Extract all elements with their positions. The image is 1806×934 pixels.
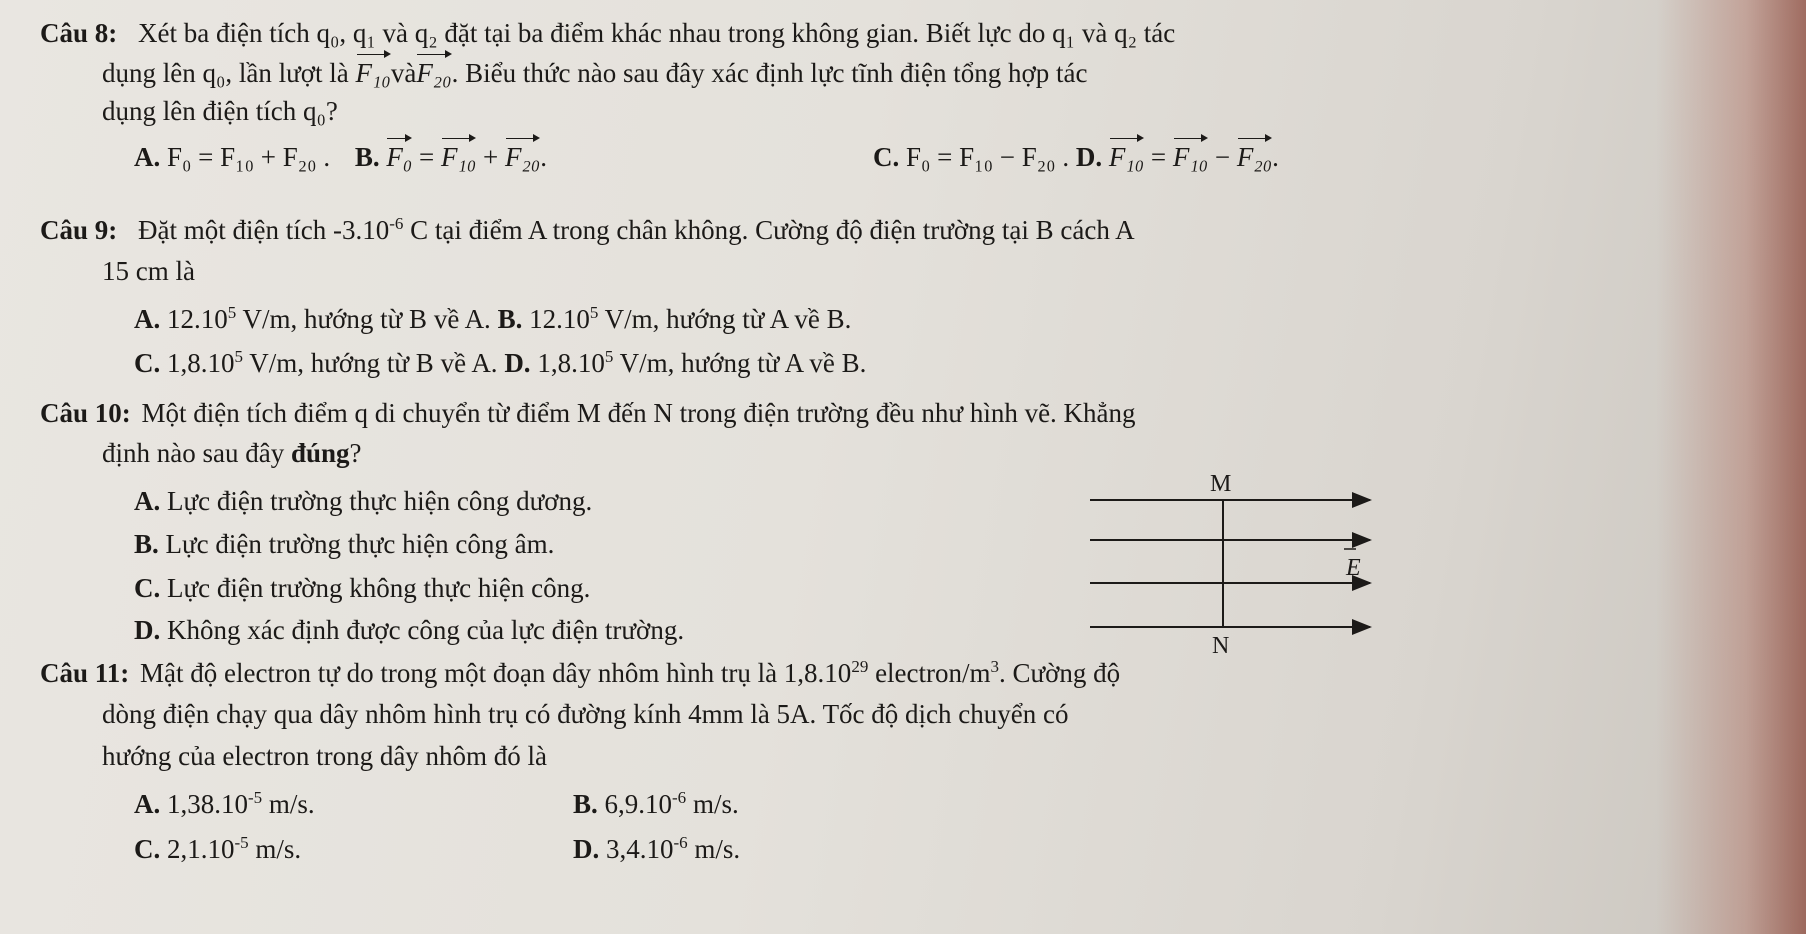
q10-optD-label: D. bbox=[134, 615, 161, 645]
q10-optA-text: Lực điện trường thực hiện công dương. bbox=[167, 486, 593, 516]
q11-optA-exp: -5 bbox=[248, 788, 263, 807]
q8-optA: F₀ = F₁₀ + F₂₀ . bbox=[167, 142, 331, 172]
q8-optB-vec2: F₁₀ bbox=[440, 142, 477, 172]
q8-optD-vec3: F₂₀ bbox=[1236, 142, 1273, 172]
electric-field-figure bbox=[1090, 470, 1380, 640]
q9-optC-post: V/m, hướng từ B về A. bbox=[243, 348, 498, 378]
q8-optB-plus: + bbox=[476, 142, 505, 172]
q9-optB-label: B. bbox=[497, 304, 523, 334]
q9-exp: -6 bbox=[389, 214, 404, 233]
q8-optB-vec3: F₂₀ bbox=[504, 142, 541, 172]
q8-line1 bbox=[40, 16, 1175, 50]
q11-optA-pre: 1,38.10 bbox=[167, 789, 248, 819]
q11-optA-label: A. bbox=[134, 789, 161, 819]
q11-optD-pre: 3,4.10 bbox=[606, 834, 674, 864]
q9-optB-post: V/m, hướng từ A về B. bbox=[598, 304, 852, 334]
q10-line2 bbox=[102, 436, 362, 470]
q8-options-cd bbox=[873, 140, 1279, 174]
q8-line3: dụng lên điện tích q₀? bbox=[102, 96, 338, 126]
q9-optC-pre: 1,8.10 bbox=[167, 348, 235, 378]
q8-optB-vec1: F₀ bbox=[386, 142, 413, 172]
q8-optD-minus: − bbox=[1208, 142, 1237, 172]
point-m-label: M bbox=[1210, 471, 1232, 497]
q11-optB bbox=[573, 787, 739, 821]
q11-optB-label: B. bbox=[573, 789, 598, 819]
q9-options-ab bbox=[134, 302, 851, 336]
q11-optC-exp: -5 bbox=[234, 833, 249, 852]
q8-options-ab bbox=[134, 140, 547, 174]
q9-optC-label: C. bbox=[134, 348, 161, 378]
q9-options-cd bbox=[134, 346, 866, 380]
q11-text-1c: . Cường độ bbox=[999, 658, 1121, 688]
q8-optD-label: D. bbox=[1075, 142, 1103, 172]
q11-line2: dòng điện chạy qua dây nhôm hình trụ có đường kính 4mm là 5A. Tốc độ dịch chuyển có bbox=[102, 699, 1069, 729]
q11-exp2: 3 bbox=[990, 657, 1000, 676]
q11-optD-post: m/s. bbox=[687, 834, 741, 864]
q9-text-1a: Đặt một điện tích -3.10 bbox=[138, 215, 390, 245]
q11-text-1b: electron/m bbox=[868, 658, 991, 688]
q8-optB-end: . bbox=[540, 142, 548, 172]
q9-optD-pre: 1,8.10 bbox=[537, 348, 605, 378]
q9-line2: 15 cm là bbox=[102, 256, 195, 286]
q10-text-2b: ? bbox=[349, 438, 362, 468]
vector-f20: F₂₀ bbox=[416, 58, 452, 88]
q8-text-2c: . Biểu thức nào sau đây xác định lực tĩnh điện tổng hợp tác bbox=[451, 58, 1088, 88]
q10-optC-label: C. bbox=[134, 573, 161, 603]
q9-optA-exp: 5 bbox=[227, 303, 237, 322]
q11-exp1: 29 bbox=[851, 657, 869, 676]
q9-optD-label: D. bbox=[504, 348, 531, 378]
q11-optC-pre: 2,1.10 bbox=[167, 834, 235, 864]
q8-optB-eq: = bbox=[412, 142, 441, 172]
q11-optD-exp: -6 bbox=[673, 833, 688, 852]
q11-optA-post: m/s. bbox=[262, 789, 315, 819]
q9-optA-pre: 12.10 bbox=[167, 304, 228, 334]
q11-optB-exp: -6 bbox=[672, 788, 687, 807]
q8-text-2a: dụng lên q₀, lần lượt là bbox=[102, 58, 356, 88]
q10-optC bbox=[134, 571, 590, 605]
q10-optB-label: B. bbox=[134, 529, 159, 559]
page-edge-shadow bbox=[1656, 0, 1806, 934]
q9-optC-exp: 5 bbox=[234, 347, 243, 366]
q10-optA-label: A. bbox=[134, 486, 161, 516]
q11-optA bbox=[134, 787, 315, 821]
q8-optD-end: . bbox=[1272, 142, 1279, 172]
q8-label: Câu 8: bbox=[40, 18, 118, 48]
q9-optB-exp: 5 bbox=[589, 303, 599, 322]
q10-label: Câu 10: bbox=[40, 398, 131, 428]
q9-line1 bbox=[40, 213, 1135, 247]
q10-optA bbox=[134, 484, 592, 518]
q11-line3: hướng của electron trong dây nhôm đó là bbox=[102, 741, 548, 771]
q11-optC-label: C. bbox=[134, 834, 161, 864]
q11-optC bbox=[134, 832, 301, 866]
q11-optC-post: m/s. bbox=[248, 834, 302, 864]
vector-f10: F₁₀ bbox=[355, 58, 391, 88]
q8-optB-label: B. bbox=[354, 142, 380, 172]
q10-optB-text: Lực điện trường thực hiện công âm. bbox=[165, 529, 555, 559]
q11-label: Câu 11: bbox=[40, 658, 130, 688]
q8-text-2b: và bbox=[390, 58, 417, 88]
q10-line1 bbox=[40, 396, 1136, 430]
q9-optB-pre: 12.10 bbox=[529, 304, 590, 334]
q11-line1 bbox=[40, 656, 1120, 690]
field-e-label: E bbox=[1346, 555, 1361, 581]
q9-optA-post: V/m, hướng từ B về A. bbox=[236, 304, 491, 334]
q10-optD-text: Không xác định được công của lực điện trường. bbox=[167, 615, 685, 645]
q11-optD bbox=[573, 832, 740, 866]
q8-optD-eq: = bbox=[1144, 142, 1173, 172]
point-n-label: N bbox=[1212, 633, 1230, 659]
q9-optD-exp: 5 bbox=[604, 347, 614, 366]
q10-optC-text: Lực điện trường không thực hiện công. bbox=[167, 573, 591, 603]
q8-optC: F₀ = F₁₀ − F₂₀ . bbox=[906, 142, 1070, 172]
q8-optA-label: A. bbox=[134, 142, 161, 172]
q11-optB-post: m/s. bbox=[686, 789, 739, 819]
q10-text-2a: định nào sau đây bbox=[102, 438, 291, 468]
q10-optD bbox=[134, 613, 684, 647]
q10-text-1: Một điện tích điểm q di chuyển từ điểm M đến N trong điện trường đều như hình vẽ. Khẳng bbox=[141, 398, 1136, 428]
q8-optD-vec1: F₁₀ bbox=[1108, 142, 1145, 172]
q9-optD-post: V/m, hướng từ A về B. bbox=[613, 348, 867, 378]
q11-text-1a: Mật độ electron tự do trong một đoạn dây nhôm hình trụ là 1,8.10 bbox=[140, 658, 852, 688]
q9-text-1b: C tại điểm A trong chân không. Cường độ điện trường tại B cách A bbox=[403, 215, 1135, 245]
q8-line2 bbox=[102, 56, 1088, 90]
q11-optB-pre: 6,9.10 bbox=[604, 789, 673, 819]
q8-text-1: Xét ba điện tích q₀, q₁ và q₂ đặt tại ba điểm khác nhau trong không gian. Biết lực do q₁ và q₂ tác bbox=[138, 18, 1176, 48]
q8-optC-label: C. bbox=[873, 142, 900, 172]
q11-optD-label: D. bbox=[573, 834, 600, 864]
q10-text-2-bold: đúng bbox=[290, 438, 350, 468]
q9-optA-label: A. bbox=[134, 304, 161, 334]
q10-optB bbox=[134, 527, 554, 561]
q8-optD-vec2: F₁₀ bbox=[1172, 142, 1209, 172]
q9-label: Câu 9: bbox=[40, 215, 118, 245]
